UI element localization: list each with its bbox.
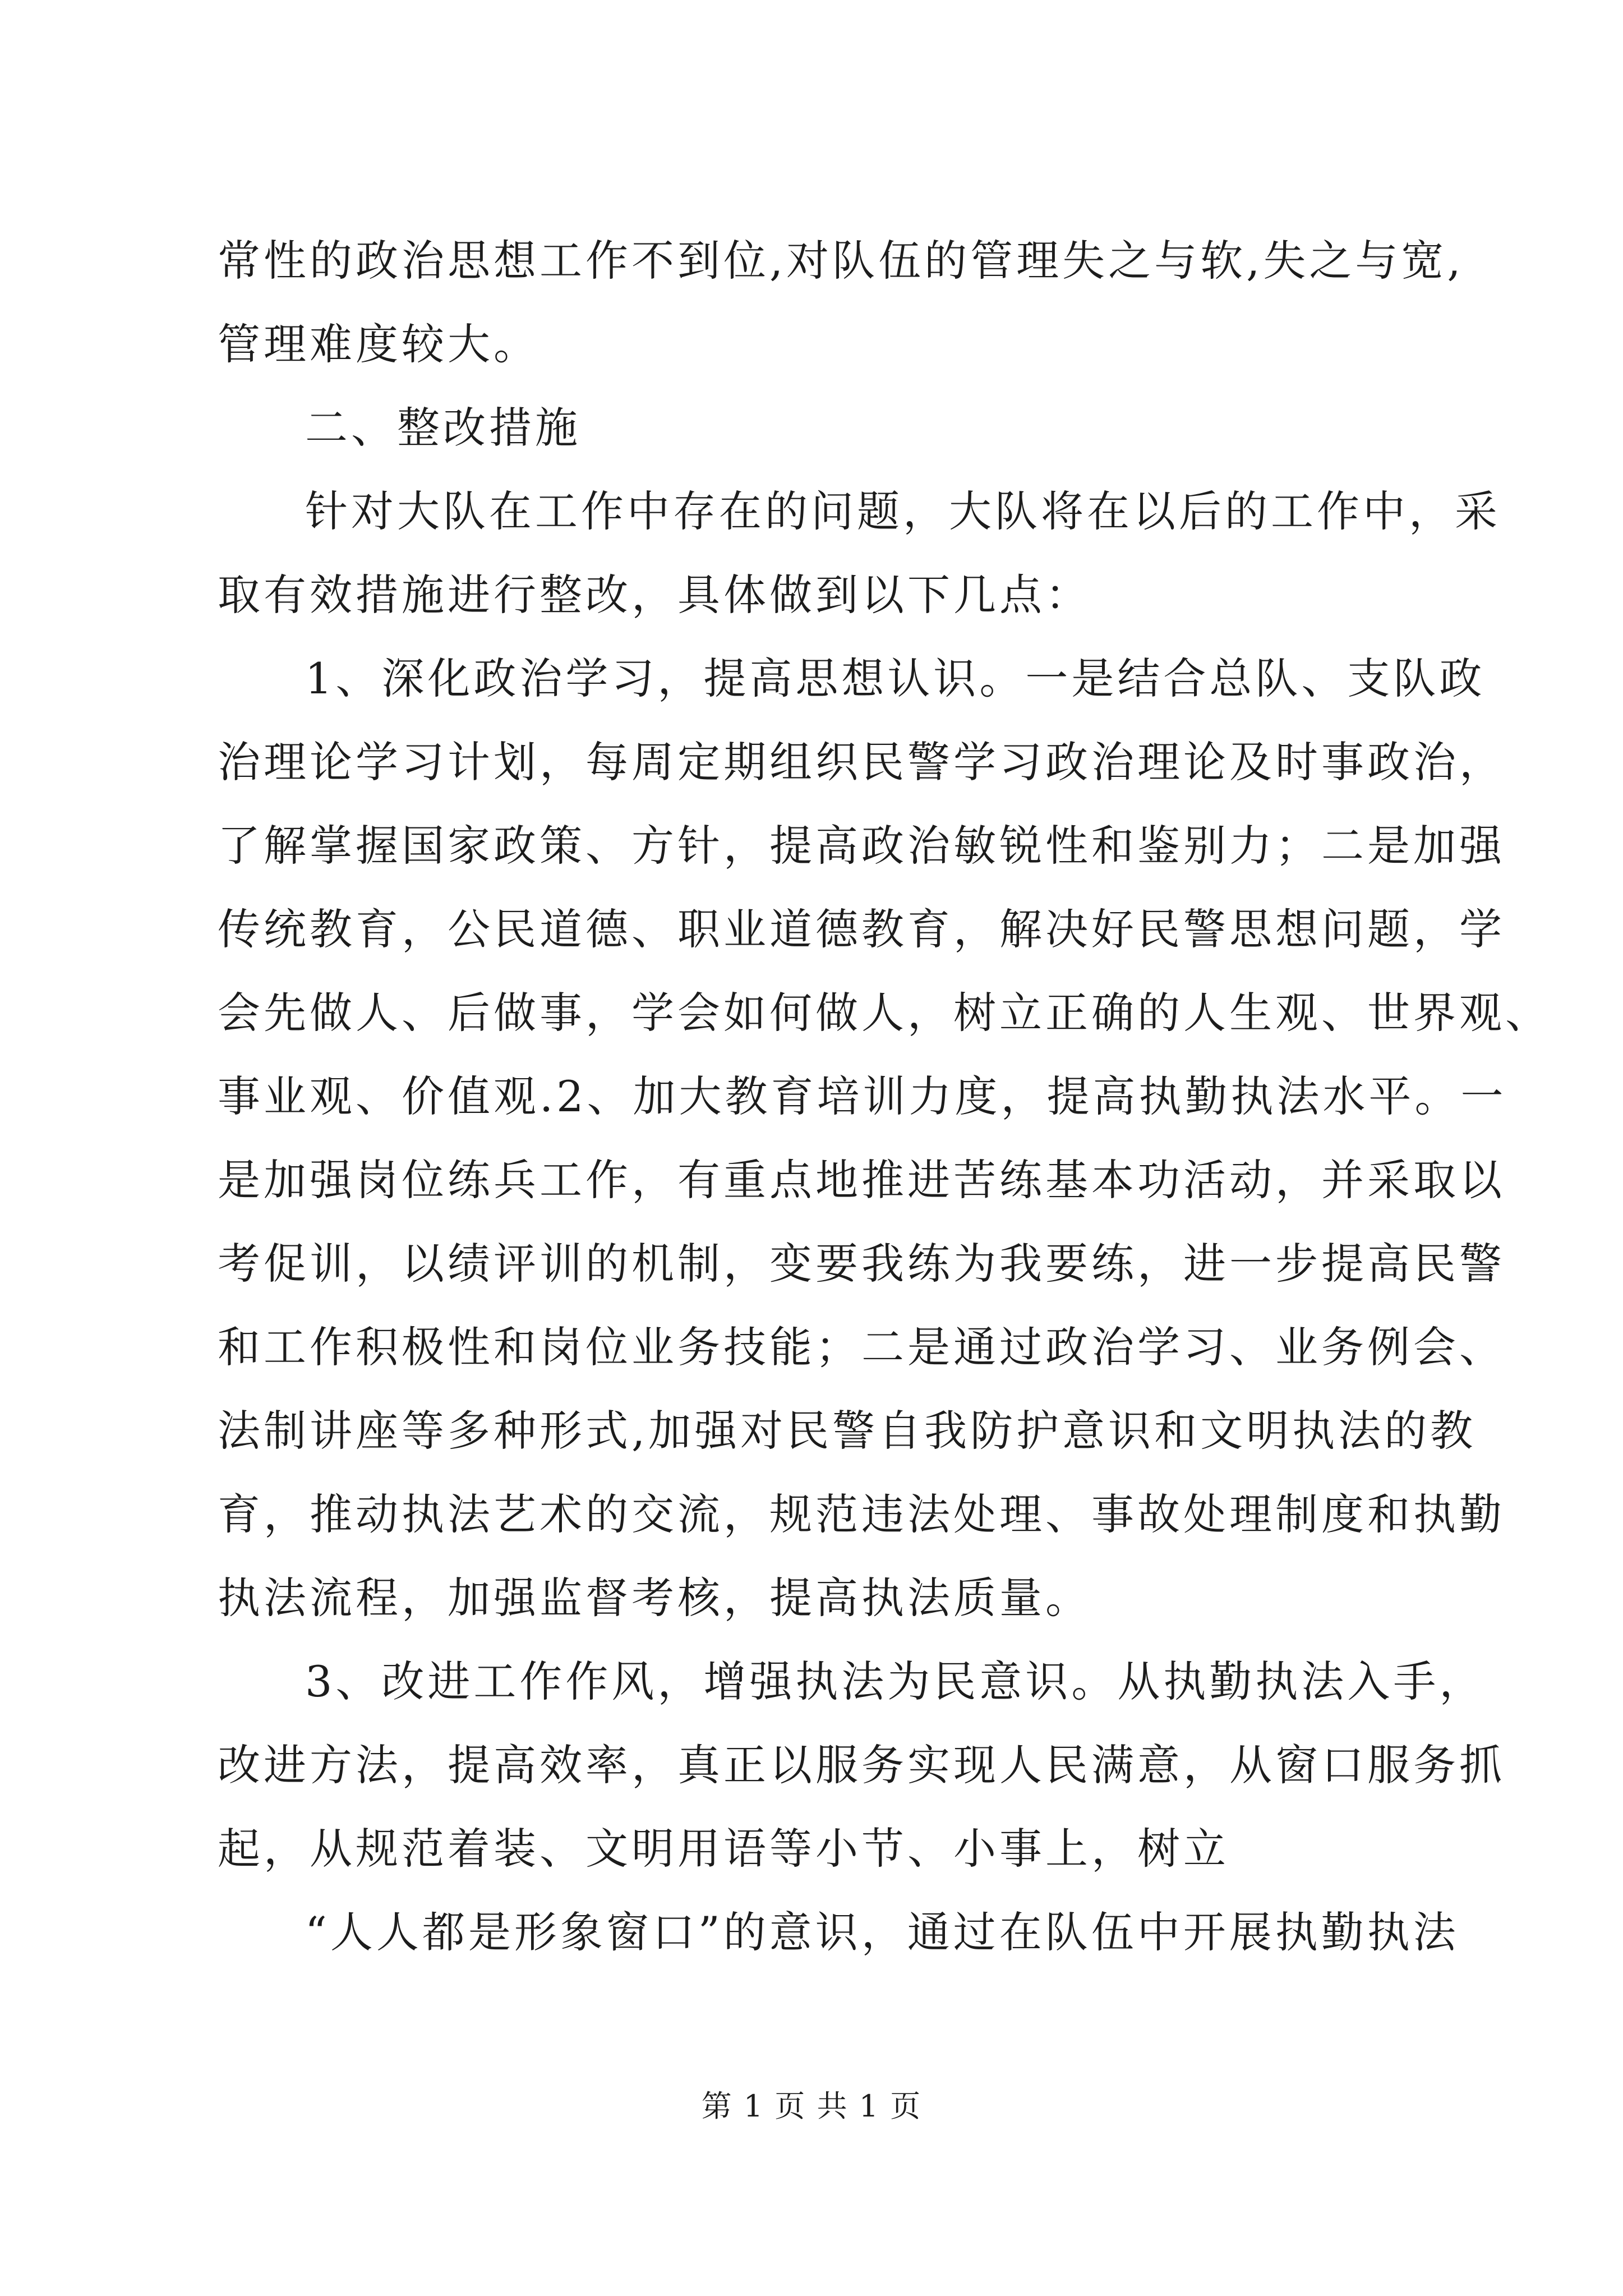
paragraph-line: 取有效措施进行整改，具体做到以下几点： xyxy=(218,570,1091,620)
paragraph-line: 了解掌握国家政策、方针，提高政治敏锐性和鉴别力；二是加强 xyxy=(218,821,1505,871)
paragraph-line: 改进方法，提高效率，真正以服务实现人民满意，从窗口服务抓 xyxy=(218,1740,1505,1790)
paragraph-line: 育，推动执法艺术的交流，规范违法处理、事故处理制度和执勤 xyxy=(218,1489,1505,1539)
paragraph-line: 起，从规范着装、文明用语等小节、小事上，树立 xyxy=(218,1824,1229,1874)
paragraph-line: 事业观、价值观.2、加大教育培训力度，提高执勤执法水平。一 xyxy=(218,1071,1507,1121)
paragraph-line: 常性的政治思想工作不到位,对队伍的管理失之与软,失之与宽, xyxy=(218,236,1464,286)
paragraph-line: 和工作积极性和岗位业务技能；二是通过政治学习、业务例会、 xyxy=(218,1322,1505,1372)
paragraph-line: “人人都是形象窗口”的意识，通过在队伍中开展执勤执法 xyxy=(305,1907,1459,1957)
paragraph-line: 管理难度较大。 xyxy=(218,319,540,369)
paragraph-line: 是加强岗位练兵工作，有重点地推进苦练基本功活动，并采取以 xyxy=(218,1155,1505,1205)
paragraph-line: 会先做人、后做事，学会如何做人，树立正确的人生观、世界观、 xyxy=(218,988,1551,1038)
page-number-label: 第 1 页 共 1 页 xyxy=(701,2088,922,2124)
page-footer xyxy=(0,2087,1623,2126)
paragraph-line: 1、深化政治学习，提高思想认识。一是结合总队、支队政 xyxy=(305,654,1486,703)
paragraph-line: 法制讲座等多种形式,加强对民警自我防护意识和文明执法的教 xyxy=(218,1406,1477,1456)
paragraph-line: 考促训，以绩评训的机制，变要我练为我要练，进一步提高民警 xyxy=(218,1239,1505,1289)
paragraph-line: 针对大队在工作中存在的问题，大队将在以后的工作中，采 xyxy=(305,486,1501,536)
document-body xyxy=(218,219,1551,1974)
section-heading: 二、整改措施 xyxy=(305,403,581,453)
paragraph-line: 传统教育，公民道德、职业道德教育，解决好民警思想问题，学 xyxy=(218,904,1505,954)
paragraph-line: 执法流程，加强监督考核，提高执法质量。 xyxy=(218,1573,1091,1623)
paragraph-line: 治理论学习计划，每周定期组织民警学习政治理论及时事政治， xyxy=(218,737,1505,787)
paragraph-line: 3、改进工作作风，增强执法为民意识。从执勤执法入手， xyxy=(305,1657,1486,1706)
